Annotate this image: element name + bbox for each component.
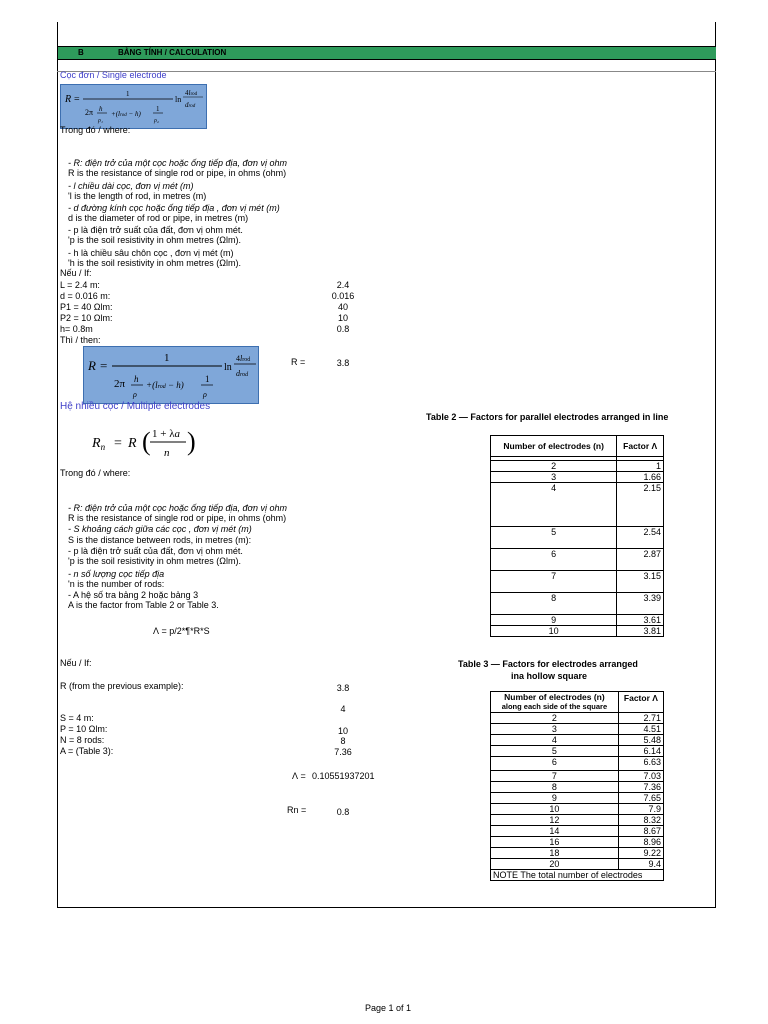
table3-row xyxy=(491,837,664,848)
table2-row xyxy=(491,626,664,637)
table2-factor-cell: 2.87 xyxy=(617,549,664,571)
single-result-value: 3.8 xyxy=(336,358,350,368)
multiple-input-value-4: 8 xyxy=(340,736,346,746)
table3-col-electrodes-line2: along each side of the square xyxy=(501,702,608,711)
table3-factor-cell: 6.63 xyxy=(618,757,663,771)
table3-row xyxy=(491,757,664,771)
single-if-label: Nếu / If: xyxy=(60,268,92,278)
table2-factor-cell: 2.54 xyxy=(617,527,664,549)
table3-factor-cell: 7.03 xyxy=(618,771,663,782)
table3-factor-cell: 8.32 xyxy=(618,815,663,826)
table3-electrodes-cell: 8 xyxy=(491,782,619,793)
table3-factor-cell: 9.22 xyxy=(618,848,663,859)
single-def-2: - l chiều dài cọc, đơn vị mét (m) xyxy=(68,181,194,191)
table3-row xyxy=(491,735,664,746)
single-result-formula-image xyxy=(83,346,259,404)
bottom-border xyxy=(57,907,716,908)
table3-factor-cell: 9.4 xyxy=(618,859,663,870)
table3-note: NOTE The total number of electrodes xyxy=(491,870,664,881)
single-input-label-2: P1 = 40 Ωlm: xyxy=(60,302,113,312)
table2-row xyxy=(491,593,664,615)
multiple-input-label-0: R (from the previous example): xyxy=(60,681,184,691)
table3-factor-cell: 8.96 xyxy=(618,837,663,848)
table3-row xyxy=(491,804,664,815)
svg-text:=: = xyxy=(74,94,80,105)
svg-text:drod: drod xyxy=(236,369,249,378)
svg-text:1: 1 xyxy=(156,105,160,113)
table3-col-factor: Factor Λ xyxy=(618,692,663,713)
table3-col-electrodes xyxy=(491,692,619,713)
multiple-def-0: - R: điện trở của một cọc hoặc ống tiếp địa, đơn vị ohm xyxy=(68,503,287,513)
multiple-def-4: - p là điện trở suất của đất, đơn vị ohm mét. xyxy=(68,546,243,556)
multiple-def-2: - S khoảng cách giữa các cọc , đơn vị mét (m) xyxy=(68,524,252,534)
table3-row xyxy=(491,746,664,757)
multiple-input-label-5: A = (Table 3): xyxy=(60,746,114,756)
single-def-0: - R: điện trở của một cọc hoặc ống tiếp địa, đơn vị ohm xyxy=(68,158,287,168)
table3-factor-cell: 2.71 xyxy=(618,713,663,724)
table3-factor-cell: 7.36 xyxy=(618,782,663,793)
svg-text:h: h xyxy=(99,105,103,113)
svg-text:R: R xyxy=(88,358,96,373)
single-input-label-3: P2 = 10 Ωlm: xyxy=(60,313,113,323)
table2-row xyxy=(491,527,664,549)
svg-text:2π: 2π xyxy=(114,378,126,390)
table2-electrodes-cell: 5 xyxy=(491,527,617,549)
svg-text:1: 1 xyxy=(164,352,170,364)
table2-row xyxy=(491,483,664,527)
single-def-9: 'h is the soil resistivity in ohm metres (Ωlm). xyxy=(68,258,241,268)
table3-electrodes-cell: 2 xyxy=(491,713,619,724)
table3-row xyxy=(491,724,664,735)
table2-factor-cell: 3.81 xyxy=(617,626,664,637)
table2-factor-cell: 1.66 xyxy=(617,472,664,483)
svg-text:1 + λa: 1 + λa xyxy=(152,428,181,440)
table2-factor-cell: 2.15 xyxy=(617,483,664,527)
table3-electrodes-cell: 6 xyxy=(491,757,619,771)
table2-electrodes-cell: 2 xyxy=(491,461,617,472)
multiple-input-label-3: P = 10 Ωlm: xyxy=(60,724,108,734)
svg-text:ρ₁: ρ₁ xyxy=(98,118,103,124)
table3-electrodes-cell: 12 xyxy=(491,815,619,826)
single-electrode-title: Cọc đơn / Single electrode xyxy=(60,70,167,80)
left-border xyxy=(57,22,58,908)
table3-electrodes-cell: 20 xyxy=(491,859,619,870)
right-border xyxy=(715,22,716,908)
multiple-def-1: R is the resistance of single rod or pipe, in ohms (ohm) xyxy=(68,513,287,523)
svg-text:R: R xyxy=(65,94,72,105)
svg-text:4lrod: 4lrod xyxy=(185,89,198,97)
svg-text:ρ: ρ xyxy=(133,390,137,399)
table3-row xyxy=(491,859,664,870)
multiple-def-8: - A hệ số tra bảng 2 hoặc bảng 3 xyxy=(68,590,199,600)
table3-title-line2: ina hollow square xyxy=(511,671,588,681)
multiple-input-value-1: 4 xyxy=(340,704,346,714)
table3-factor-cell: 7.65 xyxy=(618,793,663,804)
table3-header-row xyxy=(491,692,664,713)
alpha-formula: Ʌ = p/2*¶*R*S xyxy=(153,626,210,636)
table3-row xyxy=(491,793,664,804)
multiple-where-label: Trong đó / where: xyxy=(60,468,131,478)
svg-text:ρ₂: ρ₂ xyxy=(154,118,159,124)
section-title: BẢNG TÍNH / CALCULATION xyxy=(118,48,227,57)
svg-text:+(lrod − h): +(lrod − h) xyxy=(146,380,184,390)
svg-text:1: 1 xyxy=(205,374,210,384)
table3-row xyxy=(491,771,664,782)
multiple-def-7: 'n is the number of rods: xyxy=(68,579,165,589)
alpha-result-value: 0.10551937201 xyxy=(312,771,375,781)
table3-electrodes-cell: 9 xyxy=(491,793,619,804)
table3-factor-cell: 8.67 xyxy=(618,826,663,837)
table3-electrodes-cell: 18 xyxy=(491,848,619,859)
table2-col-electrodes: Number of electrodes (n) xyxy=(491,436,617,457)
table3-electrodes-cell: 14 xyxy=(491,826,619,837)
table2-electrodes-cell: 8 xyxy=(491,593,617,615)
multiple-electrodes-title: Hệ nhiều cọc / Multiple electrodes xyxy=(60,401,211,412)
section-letter: B xyxy=(78,48,84,57)
multiple-input-label-2: S = 4 m: xyxy=(60,713,94,723)
table3-factor-cell: 5.48 xyxy=(618,735,663,746)
single-where-label: Trong đó / where: xyxy=(60,125,131,135)
single-input-label-4: h= 0.8m xyxy=(60,324,93,334)
alpha-result-label: Ʌ = xyxy=(292,771,306,781)
single-input-value-4: 0.8 xyxy=(336,324,350,334)
single-def-6: - p là điện trở suất của đất, đơn vị ohm mét. xyxy=(68,225,243,235)
svg-text:4lrod: 4lrod xyxy=(236,354,251,363)
section-header xyxy=(58,46,716,60)
multiple-if-label: Nếu / If: xyxy=(60,658,92,668)
table3-row xyxy=(491,713,664,724)
table3-electrodes-cell: 7 xyxy=(491,771,619,782)
table2-electrodes-cell: 6 xyxy=(491,549,617,571)
table2-title: Table 2 — Factors for parallel electrodes arranged in line xyxy=(426,412,669,422)
table2-electrodes-cell: 3 xyxy=(491,472,617,483)
table3-electrodes-cell: 3 xyxy=(491,724,619,735)
table2-electrodes-cell: 4 xyxy=(491,483,617,527)
footer-page-number: Page 1 of 1 xyxy=(365,1003,412,1013)
rn-result-value: 0.8 xyxy=(336,807,350,817)
single-def-5: d is the diameter of rod or pipe, in metres (m) xyxy=(68,213,249,223)
svg-text:ρ: ρ xyxy=(203,390,207,399)
table2-factor-cell: 3.15 xyxy=(617,571,664,593)
single-input-value-3: 10 xyxy=(337,313,348,323)
single-def-7: 'p is the soil resistivity in ohm metres (Ωlm). xyxy=(68,235,241,245)
table2-row xyxy=(491,571,664,593)
multiple-input-value-5: 7.36 xyxy=(334,747,352,757)
single-input-value-2: 40 xyxy=(337,302,348,312)
single-def-1: R is the resistance of single rod or pipe, in ohms (ohm) xyxy=(68,168,287,178)
svg-text:): ) xyxy=(187,427,196,456)
svg-text:ln: ln xyxy=(224,362,232,373)
single-input-value-0: 2.4 xyxy=(336,280,350,290)
svg-text:(: ( xyxy=(142,427,151,456)
table3-row xyxy=(491,848,664,859)
svg-text:R: R xyxy=(128,436,137,451)
table3-electrodes-cell: 5 xyxy=(491,746,619,757)
table2-factor-cell: 1 xyxy=(617,461,664,472)
svg-text:2π: 2π xyxy=(85,108,94,117)
multiple-def-5: 'p is the soil resistivity in ohm metres (Ωlm). xyxy=(68,556,241,566)
svg-text:h: h xyxy=(134,374,139,384)
table2-col-factor: Factor Λ xyxy=(617,436,664,457)
table2-electrodes-cell: 9 xyxy=(491,615,617,626)
multiple-def-9: A is the factor from Table 2 or Table 3. xyxy=(68,600,219,610)
multiple-input-label-4: N = 8 rods: xyxy=(60,735,105,745)
table2-factor-cell: 3.61 xyxy=(617,615,664,626)
table3-row xyxy=(491,826,664,837)
table3 xyxy=(490,691,664,881)
table2-electrodes-cell: 10 xyxy=(491,626,617,637)
table3-factor-cell: 7.9 xyxy=(618,804,663,815)
table3-electrodes-cell: 10 xyxy=(491,804,619,815)
single-input-label-0: L = 2.4 m: xyxy=(60,280,100,290)
svg-text:=: = xyxy=(100,358,108,373)
table2-row xyxy=(491,549,664,571)
table2-row xyxy=(491,461,664,472)
table3-title-line1: Table 3 — Factors for electrodes arranged xyxy=(458,659,638,669)
table2-electrodes-cell: 7 xyxy=(491,571,617,593)
svg-text:Rn: $R_n$ xyxy=(92,436,106,452)
single-formula-image xyxy=(60,84,207,129)
table3-row xyxy=(491,815,664,826)
svg-text:+(lrod − h): +(lrod − h) xyxy=(111,110,141,118)
table2-factor-cell: 3.39 xyxy=(617,593,664,615)
table2 xyxy=(490,435,664,637)
table3-note-row xyxy=(491,870,664,881)
multiple-formula-image xyxy=(92,423,202,463)
table3-row xyxy=(491,782,664,793)
table2-row xyxy=(491,472,664,483)
multiple-input-value-0: 3.8 xyxy=(336,683,350,693)
single-def-8: - h là chiều sâu chôn cọc , đơn vị mét (m) xyxy=(68,248,234,258)
svg-text:=: = xyxy=(114,436,122,451)
single-def-3: 'l is the length of rod, in metres (m) xyxy=(68,191,207,201)
rn-result-label: Rn = xyxy=(287,805,307,815)
single-input-value-1: 0.016 xyxy=(331,291,355,301)
single-result-label: R = xyxy=(291,357,306,367)
single-input-label-1: d = 0.016 m: xyxy=(60,291,111,301)
table3-factor-cell: 4.51 xyxy=(618,724,663,735)
svg-text:drod: drod xyxy=(185,101,196,109)
table2-row xyxy=(491,615,664,626)
multiple-def-6: - n số lượng cọc tiếp địa xyxy=(68,569,165,579)
multiple-def-3: S is the distance between rods, in metres (m): xyxy=(68,535,252,545)
single-def-4: - d đường kính cọc hoặc ống tiếp địa , đơn vị mét (m) xyxy=(68,203,280,213)
table3-col-electrodes-line1: Number of electrodes (n) xyxy=(504,692,605,702)
table3-electrodes-cell: 4 xyxy=(491,735,619,746)
svg-text:1: 1 xyxy=(126,90,130,98)
svg-text:n: n xyxy=(164,447,170,459)
svg-text:ln: ln xyxy=(175,95,182,104)
single-then-label: Thì / then: xyxy=(60,335,101,345)
table3-factor-cell: 6.14 xyxy=(618,746,663,757)
multiple-input-value-3: 10 xyxy=(337,726,348,736)
table2-header-row xyxy=(491,436,664,457)
table3-electrodes-cell: 16 xyxy=(491,837,619,848)
